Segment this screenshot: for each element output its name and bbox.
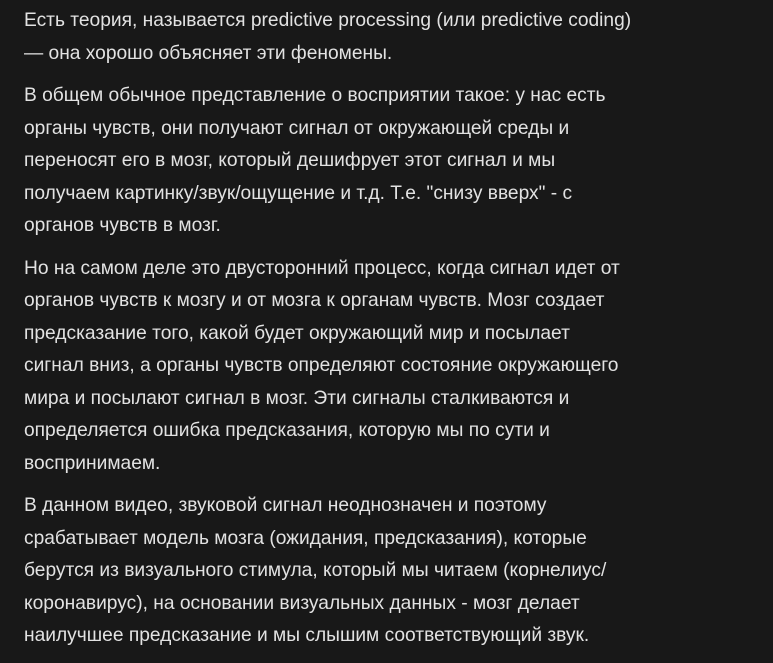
comment-paragraph: Есть теория, называется predictive processing (или predictive coding) — она хорошо объясняет эти феномены. <box>24 10 632 64</box>
comment-paragraph: Но на самом деле это двусторонний процесс, когда сигнал идет от органов чувств к мозгу и от мозга к органам чувств. Мозг создает предсказание того, какой будет окружающий мир и посылает сигнал вниз, а органы чувств определяют состояние окружающего мира и посылают сигнал в мозг. Эти сигналы сталкиваются и определяется ошибка предсказания, которую мы по сути и воспринимаем. <box>24 257 620 474</box>
comment-body <box>24 5 759 663</box>
comment-paragraph: В общем обычное представление о восприятии такое: у нас есть органы чувств, они получают сигнал от окружающей среды и переносят его в мозг, который дешифрует этот сигнал и мы получаем картинку/звук/ощущение и т.д. Т.е. "снизу вверх" - с органов чувств в мозг. <box>24 85 606 236</box>
comment-paragraph: В данном видео, звуковой сигнал неоднозначен и поэтому срабатывает модель мозга (ожидания, предсказания), которые берутся из визуального стимула, который мы читаем (корнелиус/ коронавирус), на основании визуальных данных - мозг делает наилучшее предсказание и мы слышим соответствующий звук. <box>24 495 607 646</box>
